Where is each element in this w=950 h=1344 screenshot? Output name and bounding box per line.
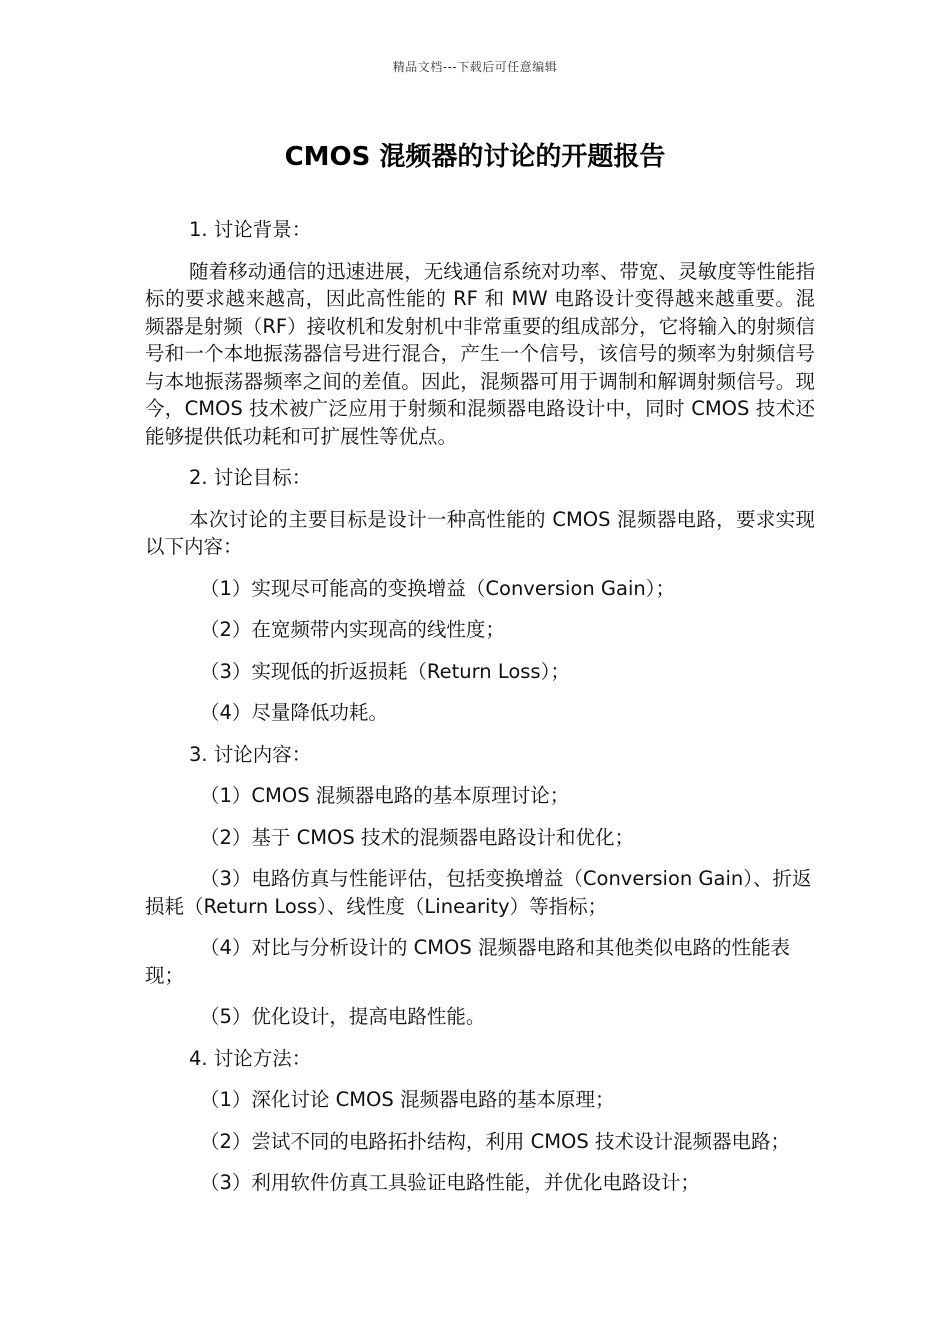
section-3-item: （3）电路仿真与性能评估，包括变换增益（Conversion Gain）、折返损耗（Return Loss）、线性度（Linearity）等指标； [145,867,812,918]
section-3-item: （4）对比与分析设计的 CMOS 混频器电路和其他类似电路的性能表现； [145,936,790,987]
section-2-item: （1）实现尽可能高的变换增益（Conversion Gain）； [200,576,676,600]
document-title: CMOS 混频器的讨论的开题报告 [284,142,666,172]
section-4-heading: 4. 讨论方法： [189,1046,312,1070]
section-1-paragraph: 随着移动通信的迅速进展，无线通信系统对功率、带宽、灵敏度等性能指标的要求越来越高，因此高性能的 RF 和 MW 电路设计变得越来越重要。混频器是射频（RF）接收机和发射机中非常重要的组成部分，它将输入的射频信号和一个本地振荡器信号进行混合，产生一个信号，该信号的频率为射频信号与本地振荡器频率之间的差值。因此，混频器可用于调制和解调射频信号。现今，CMOS 技术被广泛应用于射频和混频器电路设计中，同时 CMOS 技术还能够提供低功耗和可扩展性等优点。 [145,259,815,448]
section-1-heading: 1. 讨论背景： [189,218,312,241]
section-4-item: （2）尝试不同的电路拓扑结构，利用 CMOS 技术设计混频器电路； [200,1129,790,1153]
section-4-item: （1）深化讨论 CMOS 混频器电路的基本原理； [200,1088,615,1111]
document-body [145,216,815,1211]
section-2-item: （3）实现低的折返损耗（Return Loss）； [200,659,570,683]
section-2-item: （2）在宽频带内实现高的线性度； [200,618,505,641]
page-header: 精品文档---下载后可任意编辑 [392,60,558,74]
section-3-heading: 3. 讨论内容： [189,742,312,766]
section-2-intro: 本次讨论的主要目标是设计一种高性能的 CMOS 混频器电路，要求实现以下内容： [145,507,815,558]
section-2-item: （4）尽量降低功耗。 [200,701,388,724]
section-4-item: （3）利用软件仿真工具验证电路性能，并优化电路设计； [200,1171,700,1194]
section-3-item: （2）基于 CMOS 技术的混频器电路设计和优化； [200,825,634,849]
section-3-item: （1）CMOS 混频器电路的基本原理讨论； [200,784,570,807]
section-3-item: （5）优化设计，提高电路性能。 [200,1005,486,1028]
section-2-heading: 2. 讨论目标： [189,466,312,489]
